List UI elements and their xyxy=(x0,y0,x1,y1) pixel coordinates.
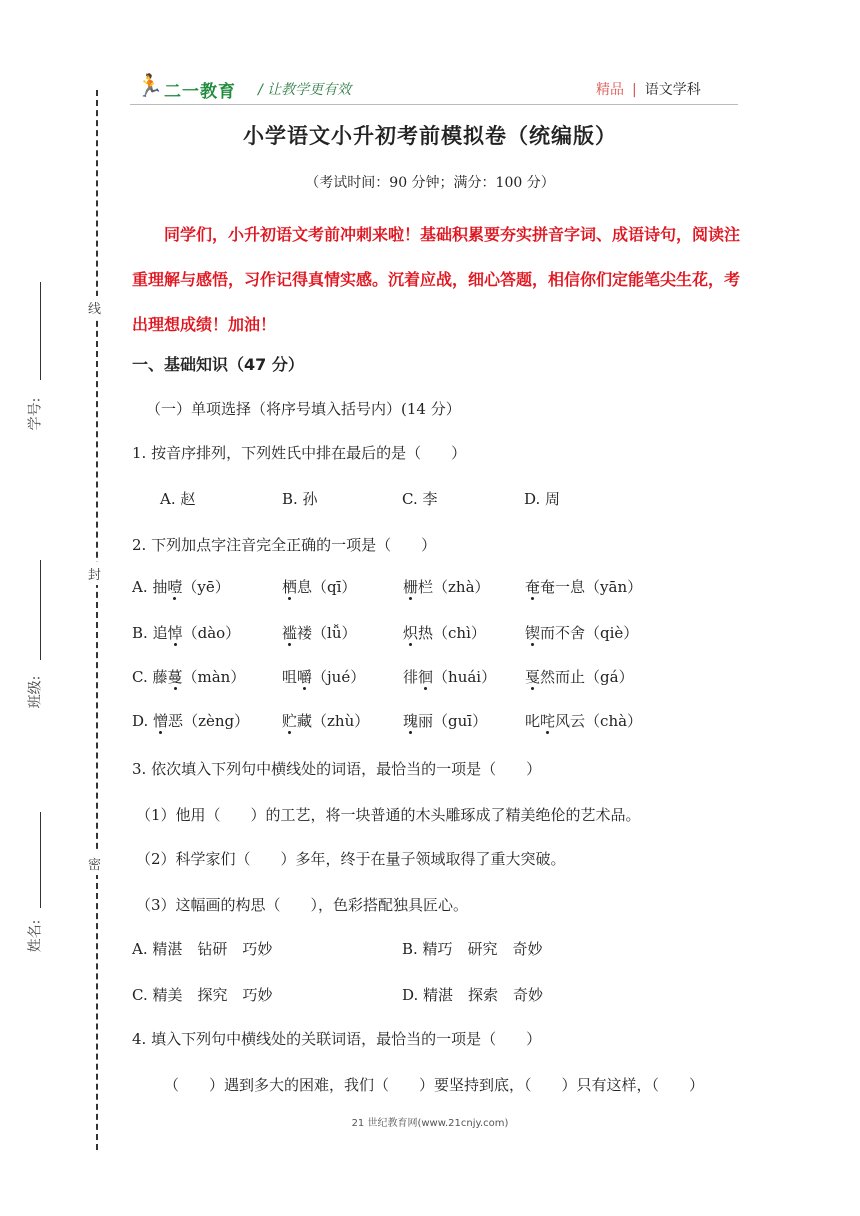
binding-dashed-line xyxy=(96,90,98,1150)
q1-option-a: A. 赵 xyxy=(160,490,196,508)
logo-text: 二一教育 xyxy=(164,82,236,102)
page-footer: 21 世纪教育网(www.21cnjy.com) xyxy=(351,1118,509,1129)
student-id-blank-line xyxy=(40,282,41,380)
name-blank-line xyxy=(40,812,41,908)
q4-sentence: （ ）遇到多大的困难，我们（ ）要坚持到底，（ ）只有这样，（ ） xyxy=(164,1076,705,1094)
runner-logo-icon: 🏃 xyxy=(136,74,164,99)
part-heading: （一）单项选择（将序号填入括号内）(14 分） xyxy=(146,400,461,418)
class-blank-line xyxy=(40,560,41,660)
question-3-stem: 3. 依次填入下列句中横线处的词语，最恰当的一项是（ ） xyxy=(132,760,542,778)
intro-paragraph: 同学们，小升初语文考前冲刺来啦！基础积累要夯实拼音字词、成语诗句，阅读注重理解与感悟，习作记得真情实感。沉着应战，细心答题，相信你们定能笔尖生花，考出理想成绩！加油！ xyxy=(132,225,741,334)
question-1-stem: 1. 按音序排列，下列姓氏中排在最后的是（ ） xyxy=(132,444,467,462)
q2-option-b-item-1: B. 追悼（dào） xyxy=(132,624,241,642)
question-4-stem: 4. 填入下列句中横线处的关联词语，最恰当的一项是（ ） xyxy=(132,1030,542,1048)
name-label: 姓名: xyxy=(27,919,44,953)
exam-info: （考试时间：90 分钟；满分：100 分） xyxy=(305,175,555,191)
header-separator: | xyxy=(632,82,637,98)
q3-option-b: B. 精巧 研究 奇妙 xyxy=(402,940,543,958)
q2-option-b-item-4: 锲而不舍（qiè） xyxy=(525,624,639,642)
header-right xyxy=(596,79,701,99)
q3-option-a: A. 精湛 钻研 巧妙 xyxy=(132,940,273,958)
q2-option-a-item-1: A. 抽噎（yē） xyxy=(132,578,230,596)
q2-option-a-item-2: 栖息（qī） xyxy=(282,578,357,596)
q2-option-c-item-2: 咀嚼（jué） xyxy=(282,668,366,686)
page-title: 小学语文小升初考前模拟卷（统编版） xyxy=(243,123,617,148)
q2-option-c-item-3: 徘徊（huái） xyxy=(403,668,497,686)
subject-label: 语文学科 xyxy=(644,82,701,98)
q3-sentence-3: （3）这幅画的构思（ ），色彩搭配独具匠心。 xyxy=(136,896,469,914)
q2-option-c-item-1: C. 藤蔓（màn） xyxy=(132,668,246,686)
q2-option-a-item-4: 奄奄一息（yān） xyxy=(525,578,643,596)
mark-seal: 封 xyxy=(88,562,101,585)
q2-option-a-item-3: 栅栏（zhà） xyxy=(403,578,490,596)
q3-sentence-1: （1）他用（ ）的工艺，将一块普通的木头雕琢成了精美绝伦的艺术品。 xyxy=(136,806,641,824)
section-heading: 一、基础知识（47 分） xyxy=(132,355,304,374)
quality-label: 精品 xyxy=(596,82,624,98)
mark-secret: 密 xyxy=(88,852,101,875)
q2-option-c-item-4: 戛然而止（gá） xyxy=(525,668,634,686)
q1-option-b: B. 孙 xyxy=(282,490,318,508)
q1-option-d: D. 周 xyxy=(524,490,561,508)
q2-option-b-item-2: 褴褛（lǚ） xyxy=(282,624,357,642)
q2-option-d-item-4: 叱咤风云（chà） xyxy=(525,712,643,730)
q2-option-d-item-3: 瑰丽（guī） xyxy=(403,712,488,730)
mark-line: 线 xyxy=(88,296,101,319)
q1-option-c: C. 李 xyxy=(402,490,438,508)
slogan: / 让教学更有效 xyxy=(258,82,352,98)
q3-sentence-2: （2）科学家们（ ）多年，终于在量子领域取得了重大突破。 xyxy=(136,850,566,868)
class-label: 班级: xyxy=(27,675,44,709)
header-divider xyxy=(130,104,738,105)
q2-option-d-item-2: 贮藏（zhù） xyxy=(282,712,370,730)
q2-option-b-item-3: 炽热（chì） xyxy=(403,624,486,642)
question-2-stem: 2. 下列加点字注音完全正确的一项是（ ） xyxy=(132,536,437,554)
q3-option-c: C. 精美 探究 巧妙 xyxy=(132,986,273,1004)
student-id-label: 学号: xyxy=(27,397,44,431)
q2-option-d-item-1: D. 憎恶（zèng） xyxy=(132,712,250,730)
q3-option-d: D. 精湛 探索 奇妙 xyxy=(402,986,544,1004)
